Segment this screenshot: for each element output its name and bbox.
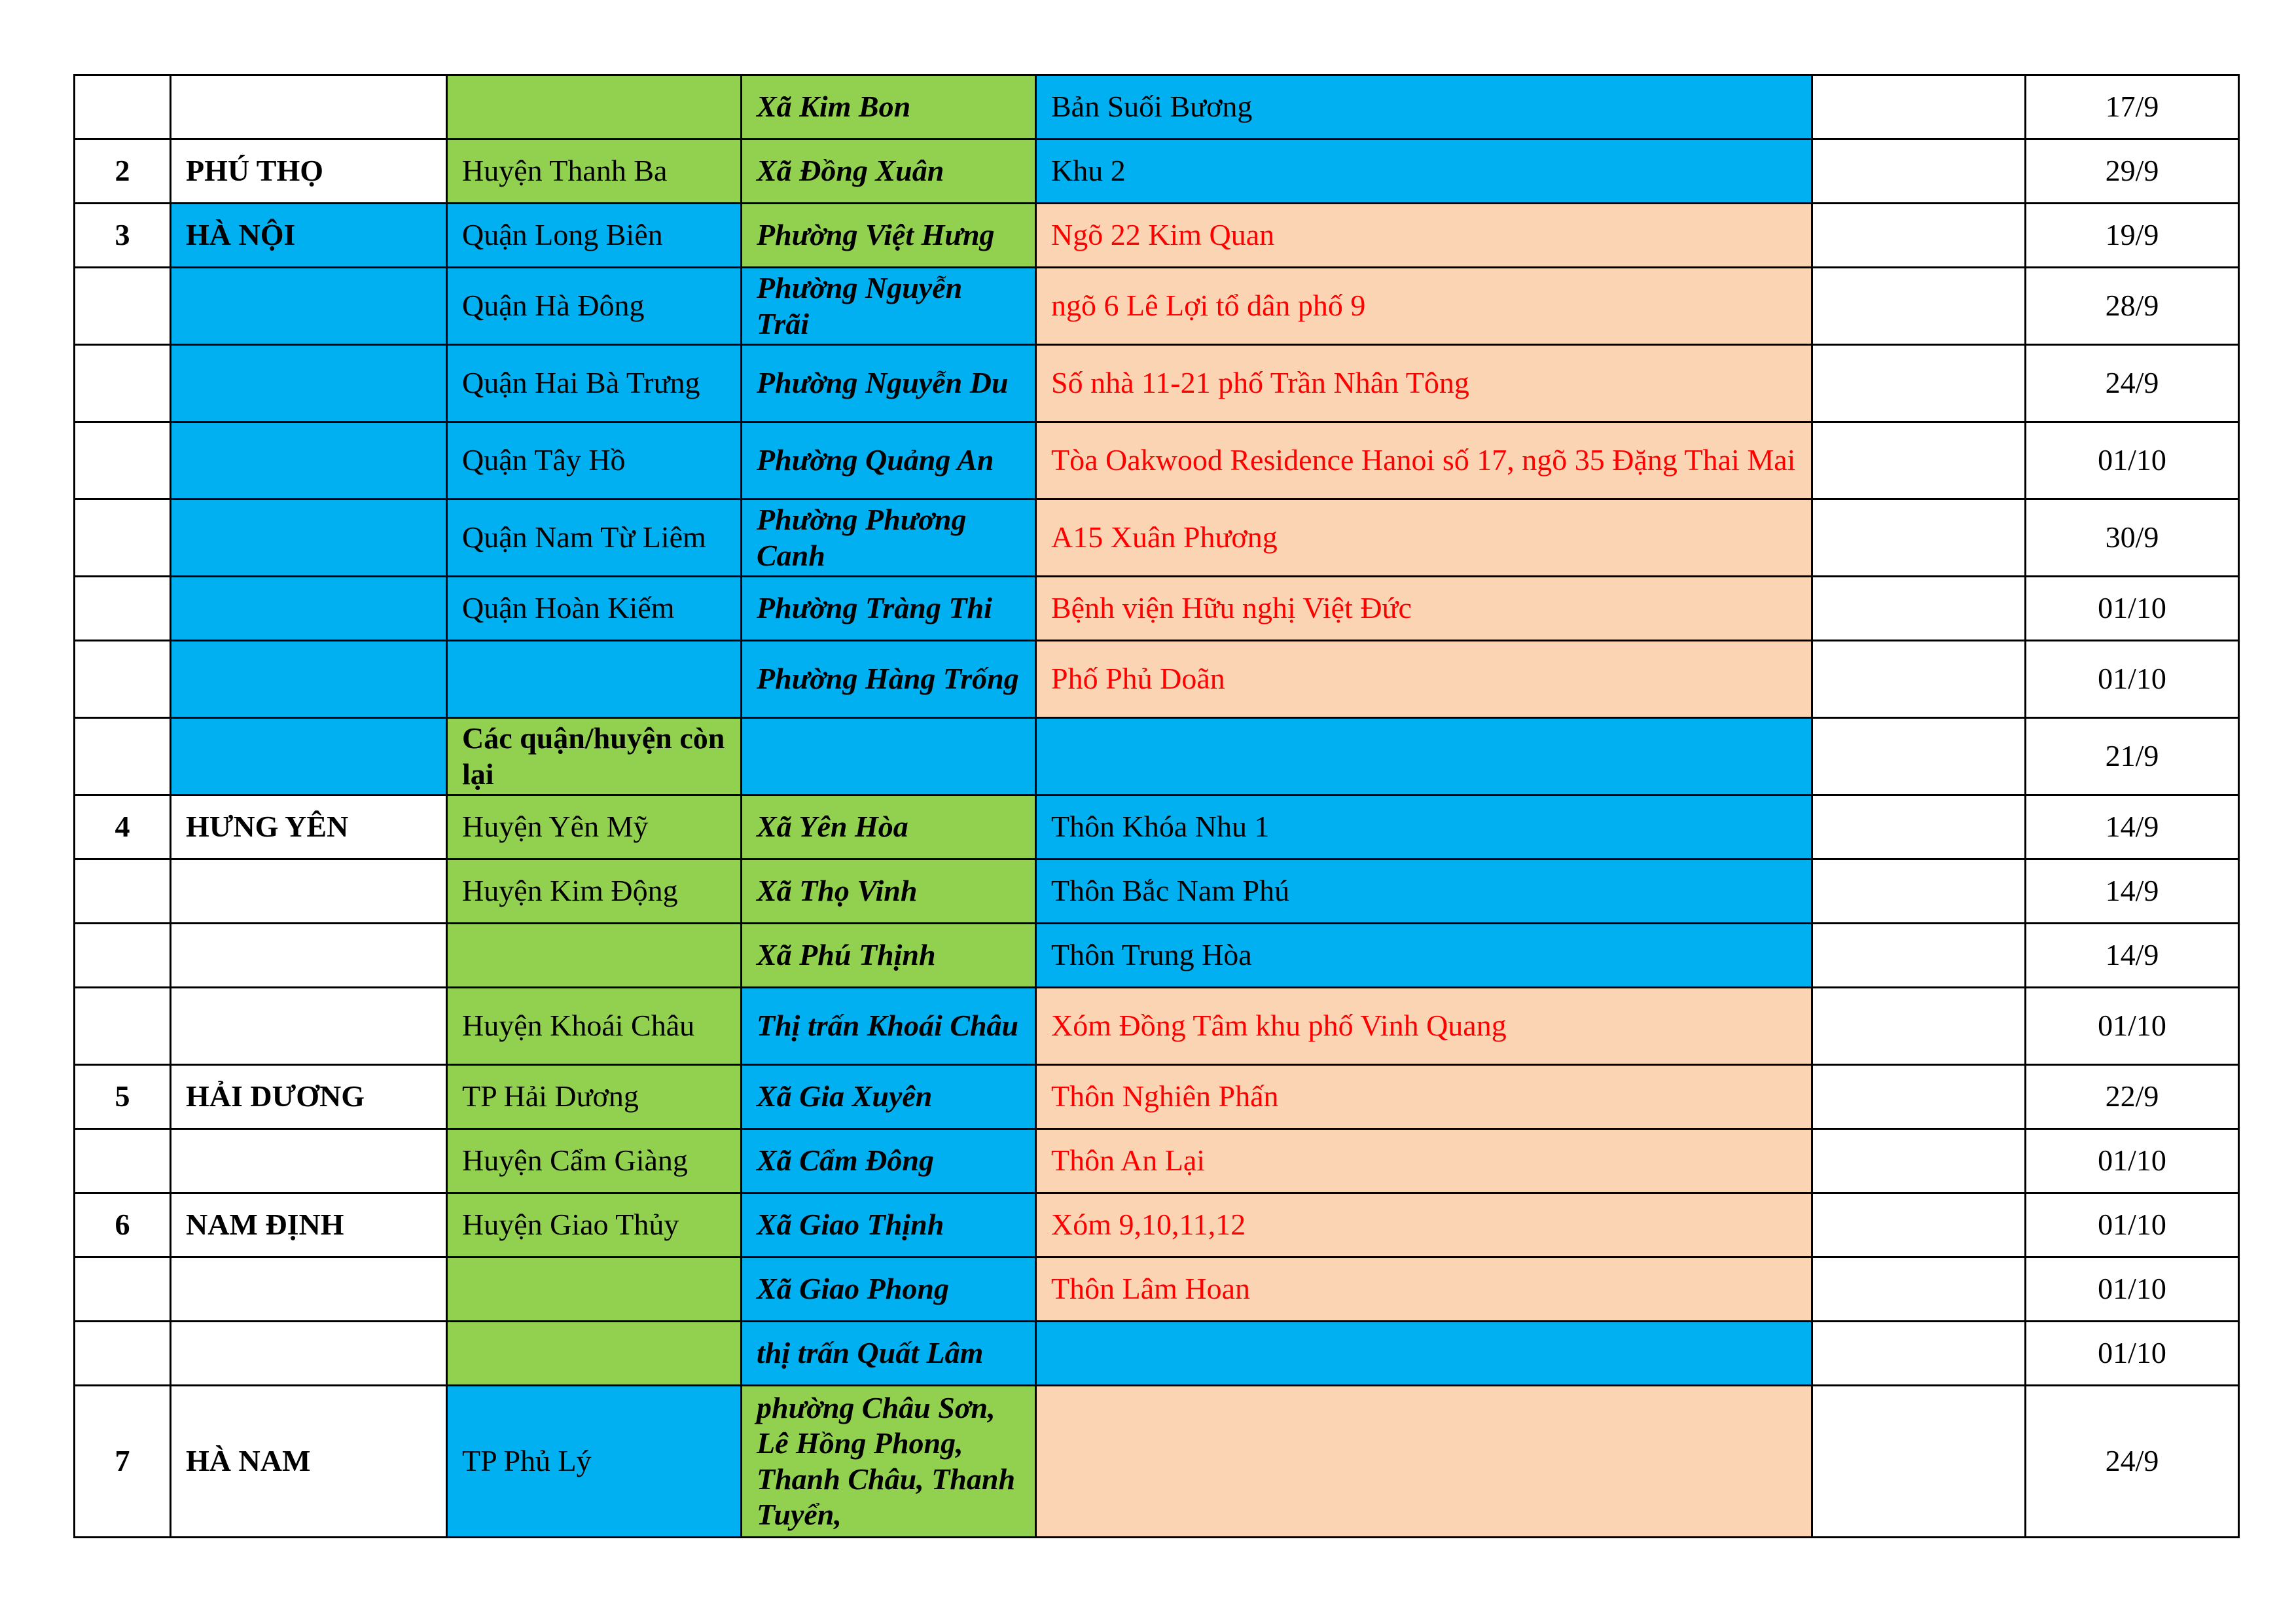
cell-stt: 3 — [75, 204, 171, 268]
cell-date: 14/9 — [2026, 859, 2239, 924]
cell-commune: Xã Gia Xuyên — [742, 1065, 1036, 1129]
cell-note — [1812, 139, 2026, 204]
cell-district: Huyện Yên Mỹ — [447, 795, 742, 859]
cell-date: 01/10 — [2026, 577, 2239, 641]
cell-province — [171, 988, 447, 1065]
cell-location: Bệnh viện Hữu nghị Việt Đức — [1036, 577, 1812, 641]
cell-stt — [75, 422, 171, 499]
cell-location: Thôn An Lại — [1036, 1129, 1812, 1193]
cell-commune: Xã Phú Thịnh — [742, 924, 1036, 988]
cell-location: Thôn Bắc Nam Phú — [1036, 859, 1812, 924]
cell-stt — [75, 988, 171, 1065]
cell-stt: 6 — [75, 1193, 171, 1257]
cell-commune: Xã Cẩm Đông — [742, 1129, 1036, 1193]
cell-district: TP Phủ Lý — [447, 1386, 742, 1538]
cell-date: 01/10 — [2026, 1257, 2239, 1322]
table-row — [75, 1386, 2239, 1538]
cell-stt — [75, 75, 171, 139]
table-row — [75, 795, 2239, 859]
cell-note — [1812, 924, 2026, 988]
cell-date: 01/10 — [2026, 1129, 2239, 1193]
cell-note — [1812, 1129, 2026, 1193]
cell-note — [1812, 1322, 2026, 1386]
cell-district: Quận Hoàn Kiếm — [447, 577, 742, 641]
cell-note — [1812, 1386, 2026, 1538]
cell-location: Khu 2 — [1036, 139, 1812, 204]
cell-date: 01/10 — [2026, 641, 2239, 718]
cell-district: Quận Hai Bà Trưng — [447, 345, 742, 422]
table-row — [75, 139, 2239, 204]
cell-stt — [75, 718, 171, 795]
cell-note — [1812, 1065, 2026, 1129]
cell-commune: Phường Phương Canh — [742, 499, 1036, 577]
cell-district: Quận Hà Đông — [447, 268, 742, 345]
table-row — [75, 1065, 2239, 1129]
table-row — [75, 75, 2239, 139]
cell-date: 01/10 — [2026, 422, 2239, 499]
cell-note — [1812, 988, 2026, 1065]
cell-date: 01/10 — [2026, 1322, 2239, 1386]
cell-note — [1812, 422, 2026, 499]
cell-stt: 2 — [75, 139, 171, 204]
table-row — [75, 1257, 2239, 1322]
cell-location — [1036, 718, 1812, 795]
cell-location: Thôn Khóa Nhu 1 — [1036, 795, 1812, 859]
table-row — [75, 268, 2239, 345]
table-row — [75, 718, 2239, 795]
table-row — [75, 345, 2239, 422]
cell-district — [447, 1257, 742, 1322]
cell-province — [171, 924, 447, 988]
cell-location: Thôn Trung Hòa — [1036, 924, 1812, 988]
cell-date: 01/10 — [2026, 1193, 2239, 1257]
cell-district — [447, 75, 742, 139]
cell-date: 28/9 — [2026, 268, 2239, 345]
cell-location: Ngõ 22 Kim Quan — [1036, 204, 1812, 268]
cell-district — [447, 641, 742, 718]
cell-stt — [75, 924, 171, 988]
cell-commune: Xã Đồng Xuân — [742, 139, 1036, 204]
cell-province — [171, 422, 447, 499]
cell-date: 29/9 — [2026, 139, 2239, 204]
cell-province — [171, 1322, 447, 1386]
cell-stt — [75, 268, 171, 345]
cell-note — [1812, 1193, 2026, 1257]
cell-stt — [75, 345, 171, 422]
cell-location: Xóm 9,10,11,12 — [1036, 1193, 1812, 1257]
cell-location — [1036, 1322, 1812, 1386]
cell-stt — [75, 859, 171, 924]
cell-province — [171, 75, 447, 139]
table-body — [75, 75, 2239, 1538]
cell-date: 14/9 — [2026, 795, 2239, 859]
cell-stt — [75, 1257, 171, 1322]
cell-commune: Xã Kim Bon — [742, 75, 1036, 139]
cell-note — [1812, 577, 2026, 641]
table-row — [75, 577, 2239, 641]
cell-commune: thị trấn Quất Lâm — [742, 1322, 1036, 1386]
cell-stt — [75, 499, 171, 577]
cell-date: 01/10 — [2026, 988, 2239, 1065]
cell-date: 30/9 — [2026, 499, 2239, 577]
cell-note — [1812, 345, 2026, 422]
table-row — [75, 1322, 2239, 1386]
cell-district: Quận Tây Hồ — [447, 422, 742, 499]
cell-stt — [75, 641, 171, 718]
cell-province: PHÚ THỌ — [171, 139, 447, 204]
cell-commune: Phường Tràng Thi — [742, 577, 1036, 641]
cell-province — [171, 718, 447, 795]
cell-commune: Xã Thọ Vinh — [742, 859, 1036, 924]
cell-location: ngõ 6 Lê Lợi tổ dân phố 9 — [1036, 268, 1812, 345]
cell-note — [1812, 859, 2026, 924]
cell-stt: 7 — [75, 1386, 171, 1538]
cell-province — [171, 268, 447, 345]
cell-location: Số nhà 11-21 phố Trần Nhân Tông — [1036, 345, 1812, 422]
cell-district — [447, 1322, 742, 1386]
cell-date: 14/9 — [2026, 924, 2239, 988]
table-row — [75, 1129, 2239, 1193]
cell-note — [1812, 641, 2026, 718]
cell-date: 21/9 — [2026, 718, 2239, 795]
cell-district: Huyện Thanh Ba — [447, 139, 742, 204]
cell-date: 22/9 — [2026, 1065, 2239, 1129]
cell-location: Phố Phủ Doãn — [1036, 641, 1812, 718]
cell-stt — [75, 1129, 171, 1193]
cell-note — [1812, 75, 2026, 139]
cell-province — [171, 577, 447, 641]
cell-note — [1812, 795, 2026, 859]
table-row — [75, 988, 2239, 1065]
cell-province — [171, 641, 447, 718]
cell-commune: Phường Nguyễn Trãi — [742, 268, 1036, 345]
cell-location: A15 Xuân Phương — [1036, 499, 1812, 577]
cell-district: Huyện Cẩm Giàng — [447, 1129, 742, 1193]
cell-province: NAM ĐỊNH — [171, 1193, 447, 1257]
cell-district — [447, 924, 742, 988]
cell-note — [1812, 718, 2026, 795]
cell-location: Bản Suối Bương — [1036, 75, 1812, 139]
cell-date: 17/9 — [2026, 75, 2239, 139]
cell-stt — [75, 577, 171, 641]
cell-note — [1812, 268, 2026, 345]
cell-stt: 5 — [75, 1065, 171, 1129]
cell-note — [1812, 1257, 2026, 1322]
cell-commune: phường Châu Sơn, Lê Hồng Phong, Thanh Châu, Thanh Tuyển, — [742, 1386, 1036, 1538]
table-row — [75, 499, 2239, 577]
table-row — [75, 1193, 2239, 1257]
cell-commune: Phường Việt Hưng — [742, 204, 1036, 268]
cell-commune: Phường Nguyễn Du — [742, 345, 1036, 422]
cell-province: HẢI DƯƠNG — [171, 1065, 447, 1129]
cell-commune: Phường Quảng An — [742, 422, 1036, 499]
table-row — [75, 641, 2239, 718]
cell-province: HÀ NỘI — [171, 204, 447, 268]
table-row — [75, 859, 2239, 924]
cell-note — [1812, 204, 2026, 268]
cell-district: Huyện Giao Thủy — [447, 1193, 742, 1257]
outbreak-locations-table — [73, 74, 2240, 1538]
cell-location: Thôn Lâm Hoan — [1036, 1257, 1812, 1322]
cell-district: Quận Nam Từ Liêm — [447, 499, 742, 577]
cell-location: Tòa Oakwood Residence Hanoi số 17, ngõ 35 Đặng Thai Mai — [1036, 422, 1812, 499]
cell-district: Huyện Khoái Châu — [447, 988, 742, 1065]
cell-district: Các quận/huyện còn lại — [447, 718, 742, 795]
cell-commune: Xã Giao Thịnh — [742, 1193, 1036, 1257]
cell-district: TP Hải Dương — [447, 1065, 742, 1129]
cell-location — [1036, 1386, 1812, 1538]
cell-province — [171, 1129, 447, 1193]
table-row — [75, 924, 2239, 988]
cell-commune: Thị trấn Khoái Châu — [742, 988, 1036, 1065]
cell-province: HÀ NAM — [171, 1386, 447, 1538]
cell-location: Xóm Đồng Tâm khu phố Vinh Quang — [1036, 988, 1812, 1065]
cell-location: Thôn Nghiên Phấn — [1036, 1065, 1812, 1129]
cell-province — [171, 499, 447, 577]
cell-district: Huyện Kim Động — [447, 859, 742, 924]
cell-note — [1812, 499, 2026, 577]
cell-province — [171, 859, 447, 924]
cell-stt — [75, 1322, 171, 1386]
cell-commune — [742, 718, 1036, 795]
cell-commune: Phường Hàng Trống — [742, 641, 1036, 718]
cell-commune: Xã Yên Hòa — [742, 795, 1036, 859]
cell-province — [171, 345, 447, 422]
cell-province: HƯNG YÊN — [171, 795, 447, 859]
table-row — [75, 204, 2239, 268]
cell-date: 24/9 — [2026, 1386, 2239, 1538]
cell-district: Quận Long Biên — [447, 204, 742, 268]
table-row — [75, 422, 2239, 499]
cell-commune: Xã Giao Phong — [742, 1257, 1036, 1322]
cell-stt: 4 — [75, 795, 171, 859]
cell-date: 24/9 — [2026, 345, 2239, 422]
cell-province — [171, 1257, 447, 1322]
cell-date: 19/9 — [2026, 204, 2239, 268]
